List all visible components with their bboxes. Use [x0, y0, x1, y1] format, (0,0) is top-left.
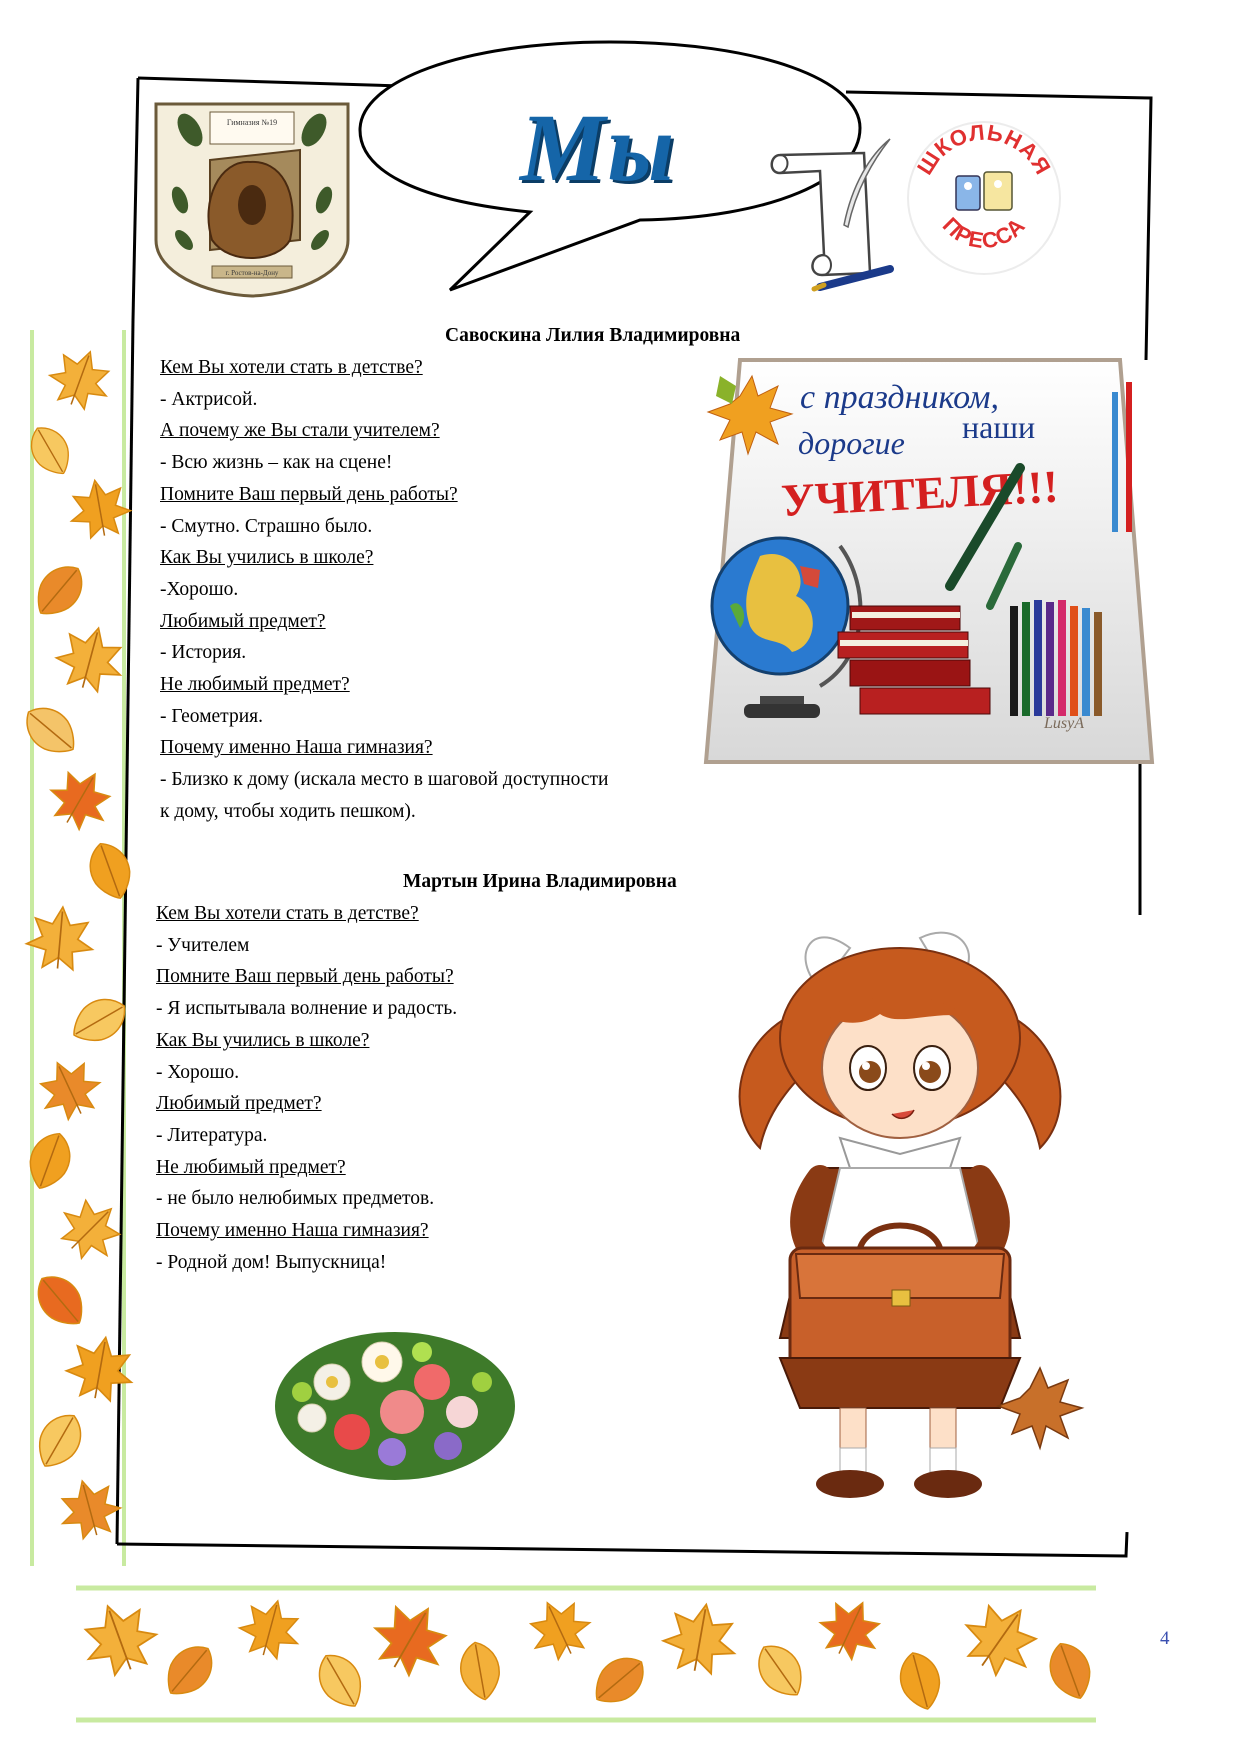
poster-line-3: наши — [962, 409, 1036, 445]
interview-2-name: Мартын Ирина Владимировна — [403, 871, 677, 892]
emblem-label-top: Гимназия №19 — [226, 118, 278, 127]
interview-answer: - История. — [160, 642, 247, 664]
badge-text-bottom: ПРЕССА — [937, 212, 1031, 254]
poster-signature: LusyA — [1044, 715, 1084, 732]
school-press-badge — [904, 118, 1064, 278]
interview-question: Как Вы учились в школе? — [156, 1029, 370, 1051]
interview-answer: - Геометрия. — [160, 705, 263, 727]
interview-question: Помните Ваш первый день работы? — [160, 483, 458, 505]
interview-question: Почему именно Наша гимназия? — [160, 737, 433, 759]
interview-answer: - Всю жизнь – как на сцене! — [160, 452, 393, 474]
badge-text-top: ШКОЛЬНАЯ — [912, 119, 1057, 180]
interview-1-name: Савоскина Лилия Владимировна — [445, 325, 741, 346]
scroll-quill-icon — [760, 135, 900, 295]
interview-2-body — [156, 898, 457, 1278]
interview-question: Не любимый предмет? — [156, 1156, 346, 1178]
interview-question: Любимый предмет? — [156, 1093, 322, 1115]
interview-answer: - Я испытывала волнение и радость. — [156, 998, 458, 1020]
interview-question: Не любимый предмет? — [160, 674, 350, 696]
page-number: 4 — [1160, 1628, 1170, 1649]
flower-bouquet-image — [272, 1322, 518, 1484]
gymnasium-emblem — [150, 90, 354, 300]
interview-answer: - Смутно. Страшно было. — [160, 515, 373, 537]
schoolgirl-illustration — [700, 918, 1100, 1518]
page-title: Мы — [520, 94, 676, 201]
interview-question: Помните Ваш первый день работы? — [156, 966, 454, 988]
poster-line-2: дорогие — [798, 425, 905, 461]
interview-question: Почему именно Наша гимназия? — [156, 1220, 429, 1242]
interview-question: Любимый предмет? — [160, 610, 326, 632]
interview-answer: - Учителем — [156, 934, 250, 956]
interview-answer: к дому, чтобы ходить пешком). — [160, 800, 416, 822]
interview-question: Кем Вы хотели стать в детстве? — [156, 903, 419, 924]
interview-question: Как Вы учились в школе? — [160, 547, 374, 569]
interview-1-body — [160, 352, 608, 828]
interview-answer: -Хорошо. — [160, 578, 239, 600]
interview-answer: - Родной дом! Выпускница! — [156, 1251, 387, 1273]
teachers-day-poster — [700, 356, 1156, 766]
interview-answer: - Литература. — [156, 1124, 268, 1146]
interview-answer: - Близко к дому (искала место в шаговой доступности — [160, 769, 609, 791]
interview-answer: - не было нелюбимых предметов. — [156, 1188, 435, 1210]
school-bag-icon — [790, 1226, 1010, 1379]
interview-answer: - Хорошо. — [156, 1061, 240, 1083]
emblem-label-bottom: г. Ростов-на-Дону — [225, 269, 279, 277]
poster-line-4: УЧИТЕЛЯ!!! — [779, 460, 1060, 526]
interview-answer: - Актрисой. — [160, 388, 258, 410]
interview-question: А почему же Вы стали учителем? — [160, 420, 440, 442]
poster-line-1: с праздником, — [800, 379, 999, 416]
bottom-leaf-border — [80, 1570, 1100, 1740]
interview-question: Кем Вы хотели стать в детстве? — [160, 357, 423, 378]
left-leaf-border — [20, 340, 140, 1570]
